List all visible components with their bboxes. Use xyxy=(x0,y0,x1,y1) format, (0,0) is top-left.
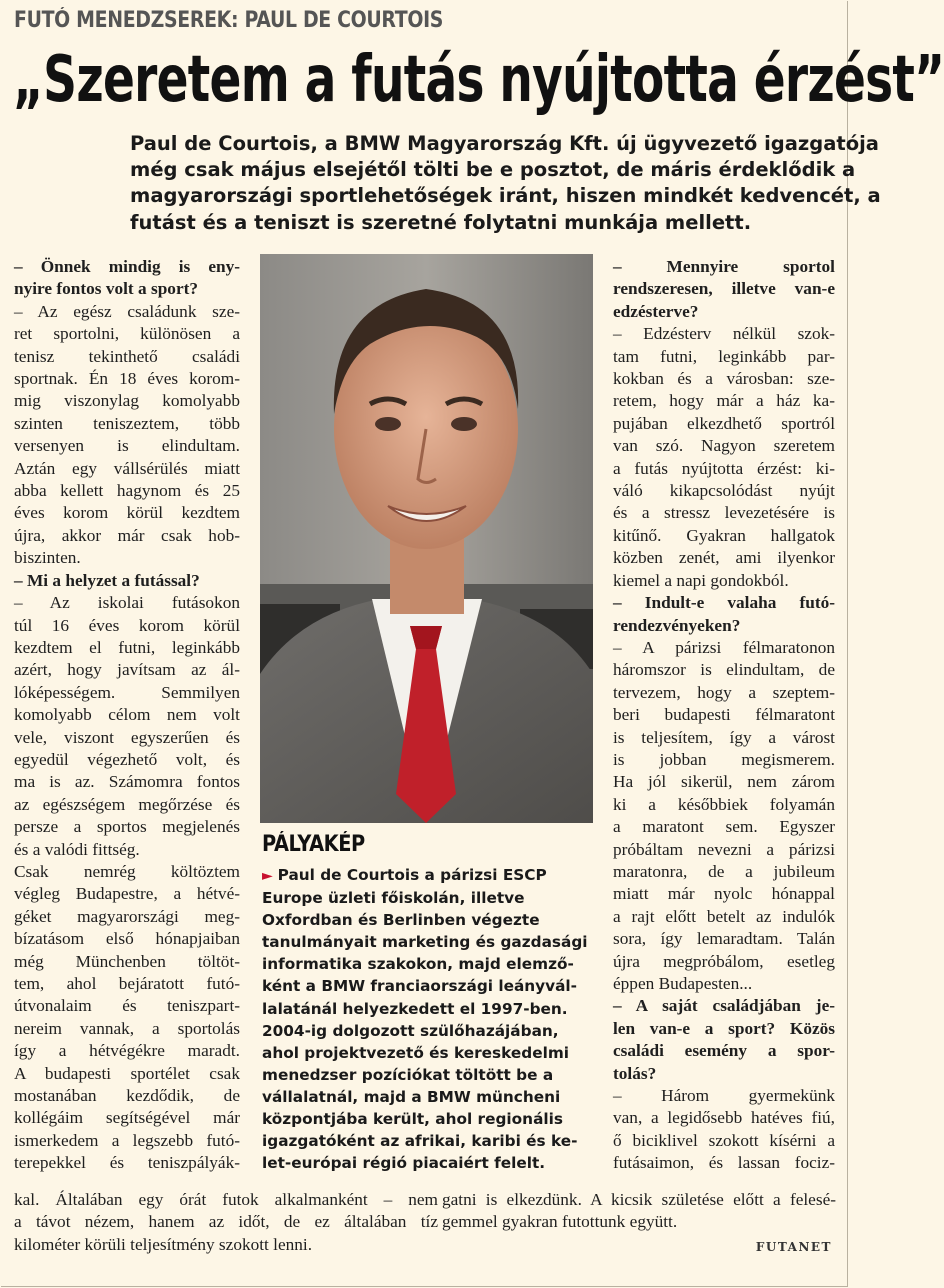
interview-answer-line: még Münchenben töltöt- xyxy=(14,951,240,971)
interview-column-left xyxy=(14,256,240,1175)
interview-answer-line: a távot nézem, hanem az időt, de ez általában tíz xyxy=(14,1212,438,1232)
interview-answer-line: háromszor is elindultam, de xyxy=(613,660,835,680)
interview-answer-line: retem, hogy már a ház ka- xyxy=(613,391,835,411)
interview-question-line: – Mi a helyzet a futással? xyxy=(14,570,200,590)
interview-answer-line: gatni is elkezdünk. A kicsik születése előtt a felesé- xyxy=(442,1190,836,1209)
interview-answer-line: mig viszonylag komolyabb xyxy=(14,391,240,411)
interview-question-line: len van-e a sport? Közös xyxy=(613,1018,835,1038)
career-box-title: PÁLYAKÉP xyxy=(262,832,365,857)
interview-answer-line: gemmel gyakran futottunk együtt. xyxy=(442,1212,678,1232)
interview-answer-line: bízatásom első hónapjaiban xyxy=(14,929,240,949)
interview-answer-line: – Edzésterv nélkül szok- xyxy=(613,324,835,344)
interview-answer-line: újra megpróbálom, esetleg xyxy=(613,951,835,971)
interview-answer-line: versenyen is elindultam. xyxy=(14,436,240,456)
career-box-line: lalatánál helyezkedett el 1997-ben. xyxy=(262,999,568,1018)
interview-answer-line: is jobban megismerem. xyxy=(613,749,835,769)
interview-answer-line: közben zenét, ami ilyenkor xyxy=(613,548,835,568)
interview-answer-line: ismerkedem a legszebb futó- xyxy=(14,1130,240,1150)
source-credit: FUTANET xyxy=(755,1240,832,1254)
interview-answer-line: sportnak. Én 18 éves korom- xyxy=(14,369,240,389)
interview-answer-line: vele, viszont egyszerűen és xyxy=(14,727,240,747)
interview-answer-line: végleg Budapestre, a hétvé- xyxy=(14,884,240,904)
lead-line: még csak május elsejétől tölti be e posztot, de máris érdeklődik a xyxy=(130,158,856,182)
interview-answer-line: ő biciklivel szokott kísérni a xyxy=(613,1130,835,1150)
interview-answer-line: váló kikapcsolódást nyújt xyxy=(613,481,835,501)
interview-answer-line: egyedül végezhető volt, és xyxy=(14,749,240,769)
interview-answer-line: tam futni, leginkább par- xyxy=(613,346,835,366)
interview-answer-line: Ha jól sikerül, nem zárom xyxy=(613,772,835,792)
interview-column-right xyxy=(613,256,835,1175)
interview-answer-line: kal. Általában egy órát futok alkalmanként – nem xyxy=(14,1190,438,1209)
interview-answer-line: – Az iskolai futásokon xyxy=(14,593,240,613)
interview-answer-line: géket magyarországi meg- xyxy=(14,906,240,926)
interview-answer-line: A budapesti sportélet csak xyxy=(14,1063,240,1083)
lead-line: magyarországi sportlehetőségek iránt, hiszen mindkét kedvencét, a xyxy=(130,184,881,208)
interview-answer-line: ret sportolni, különösen a xyxy=(14,324,240,344)
portrait-photo xyxy=(260,254,593,823)
career-box-line: tanulmányait marketing és gazdasági xyxy=(262,933,588,952)
interview-answer-line: maratonra, de a jubileum xyxy=(613,861,835,881)
interview-question-line: – Önnek mindig is eny- xyxy=(14,257,240,276)
interview-answer-line: a rajt előtt betelt az indulók xyxy=(613,906,835,926)
interview-question-line: tolás? xyxy=(613,1063,657,1083)
interview-answer-line: van szó. Nagyon szeretem xyxy=(613,436,835,456)
interview-answer-line: van, a legidősebb hatéves fiú, xyxy=(613,1108,835,1128)
headline: „Szeretem a futás nyújtotta érzést” xyxy=(13,43,944,117)
lead-line: futást és a teniszt is szeretné folytatni munkája mellett. xyxy=(130,210,752,234)
career-box-line: informatika szakokon, majd elemző- xyxy=(262,955,574,974)
interview-question-line: családi esemény a spor- xyxy=(613,1041,835,1061)
interview-answer-line: – Az egész családunk sze- xyxy=(14,301,240,321)
interview-bottom-left xyxy=(14,1189,438,1256)
interview-answer-line: kezdtem el futni, leginkább xyxy=(14,637,240,657)
interview-answer-line: kiemel a napi gondokból. xyxy=(613,570,789,590)
interview-answer-line: tem, ahol bejáratott futó- xyxy=(14,974,240,993)
interview-answer-line: Aztán egy vállsérülés miatt xyxy=(14,458,240,478)
interview-answer-line: tenisz tekinthető családi xyxy=(14,346,240,366)
interview-answer-line: – Három gyermekünk xyxy=(613,1086,835,1106)
interview-answer-line: ma is az. Számomra fontos xyxy=(14,772,240,792)
interview-answer-line: tervezem, hogy a szeptem- xyxy=(613,682,835,702)
interview-answer-line: terepekkel és teniszpályák- xyxy=(14,1153,240,1173)
career-box-line: vállalatnál, majd a BMW müncheni xyxy=(262,1087,561,1106)
interview-answer-line: mostanában kezdődik, de xyxy=(14,1086,240,1106)
interview-answer-line: és a valódi fittség. xyxy=(14,839,140,859)
interview-answer-line: az egészségem megőrzése és xyxy=(14,794,240,814)
interview-answer-line: futásaimon, és lassan fociz- xyxy=(613,1153,835,1173)
interview-answer-line: újra, akkor már csak hob- xyxy=(14,525,240,545)
interview-answer-line: persze a sportos megjelenés xyxy=(14,817,240,837)
career-box-line: let-európai régió piacaiért felelt. xyxy=(262,1154,546,1173)
interview-answer-line: is teljesítem, így a várost xyxy=(613,727,835,747)
interview-question-line: rendezvényeken? xyxy=(613,615,741,635)
interview-answer-line: pujában elkezdhető sportról xyxy=(613,413,835,433)
interview-answer-line: biszinten. xyxy=(14,548,81,568)
interview-answer-line: túl 16 éves korom körül xyxy=(14,615,240,635)
interview-answer-line: a futás nyújtotta érzést: ki- xyxy=(613,458,835,478)
interview-answer-line: próbáltam nevezni a párizsi xyxy=(613,839,835,859)
career-box-line: menedzser pozíciókat töltött be a xyxy=(262,1065,554,1084)
interview-answer-line: lóképességem. Semmilyen xyxy=(14,682,240,702)
interview-answer-line: éppen Budapesten... xyxy=(613,974,753,993)
lead-line: Paul de Courtois, a BMW Magyarország Kft. új ügyvezető igazgatója xyxy=(130,132,879,155)
interview-answer-line: beri budapesti félmaratont xyxy=(613,705,835,725)
interview-answer-line: a maratont sem. Egyszer xyxy=(613,817,835,837)
career-box-text xyxy=(262,864,598,1174)
career-box-line: ként a BMW franciaországi leányvál- xyxy=(262,977,578,996)
interview-answer-line: kilométer körüli teljesítmény szokott lenni. xyxy=(14,1234,313,1254)
portrait-illustration xyxy=(260,254,593,823)
interview-question-line: – Mennyire sportol xyxy=(613,257,835,276)
career-box-line: Europe üzleti főiskolán, illetve xyxy=(262,889,525,908)
career-box-line-text: Paul de Courtois a párizsi ESCP xyxy=(277,866,547,884)
interview-question-line: edzésterve? xyxy=(613,301,699,321)
interview-answer-line: miatt már nyolc hónappal xyxy=(613,884,835,904)
career-box-line xyxy=(262,864,598,887)
interview-answer-line: nereim vannak, a sportolás xyxy=(14,1018,240,1038)
career-box-line: központjába került, ahol regionális xyxy=(262,1110,563,1129)
interview-question-line: rendszeresen, illetve van-e xyxy=(613,279,835,299)
career-box-line: Oxfordban és Berlinben végezte xyxy=(262,911,540,930)
interview-answer-line: szinten teniszeztem, több xyxy=(14,413,240,433)
career-box-line: igazgatóként az afrikai, karibi és ke- xyxy=(262,1132,578,1151)
interview-answer-line: éves korom körül kezdtem xyxy=(14,503,240,523)
interview-answer-line: és a stressz levezetésére is xyxy=(613,503,835,523)
interview-answer-line: azért, hogy javítsam az ál- xyxy=(14,660,240,680)
interview-question-line: – A saját családjában je- xyxy=(613,996,835,1016)
interview-answer-line: útvonalaim és teniszpart- xyxy=(14,996,240,1016)
interview-bottom-right xyxy=(442,1189,836,1234)
career-box-line: 2004-ig dolgozott szülőhazájában, xyxy=(262,1021,559,1040)
interview-question-line: – Indult-e valaha futó- xyxy=(613,593,835,613)
interview-answer-line: kollégáim segítségével már xyxy=(14,1108,240,1128)
interview-question-line: nyire fontos volt a sport? xyxy=(14,279,199,299)
section-kicker: FUTÓ MENEDZSEREK: PAUL DE COURTOIS xyxy=(14,8,444,33)
interview-answer-line: Csak nemrég költöztem xyxy=(14,861,240,881)
interview-answer-line: komolyabb célom nem volt xyxy=(14,705,240,725)
interview-answer-line: sora, így lemaradtam. Talán xyxy=(613,929,835,949)
interview-answer-line: abba kellett hagynom és 25 xyxy=(14,481,240,501)
interview-answer-line: kokban és a városban: sze- xyxy=(613,369,835,389)
lead-paragraph xyxy=(130,131,881,236)
interview-answer-line: ki a későbbiek folyamán xyxy=(613,794,835,814)
interview-answer-line: – A párizsi félmaratonon xyxy=(613,637,835,657)
interview-answer-line: kitűnő. Gyakran hallgatok xyxy=(613,525,835,545)
career-box-line: ahol projektvezető és kereskedelmi xyxy=(262,1043,570,1062)
red-arrow-icon: ► xyxy=(262,868,278,884)
interview-answer-line: így a hétvégékre maradt. xyxy=(14,1041,240,1061)
